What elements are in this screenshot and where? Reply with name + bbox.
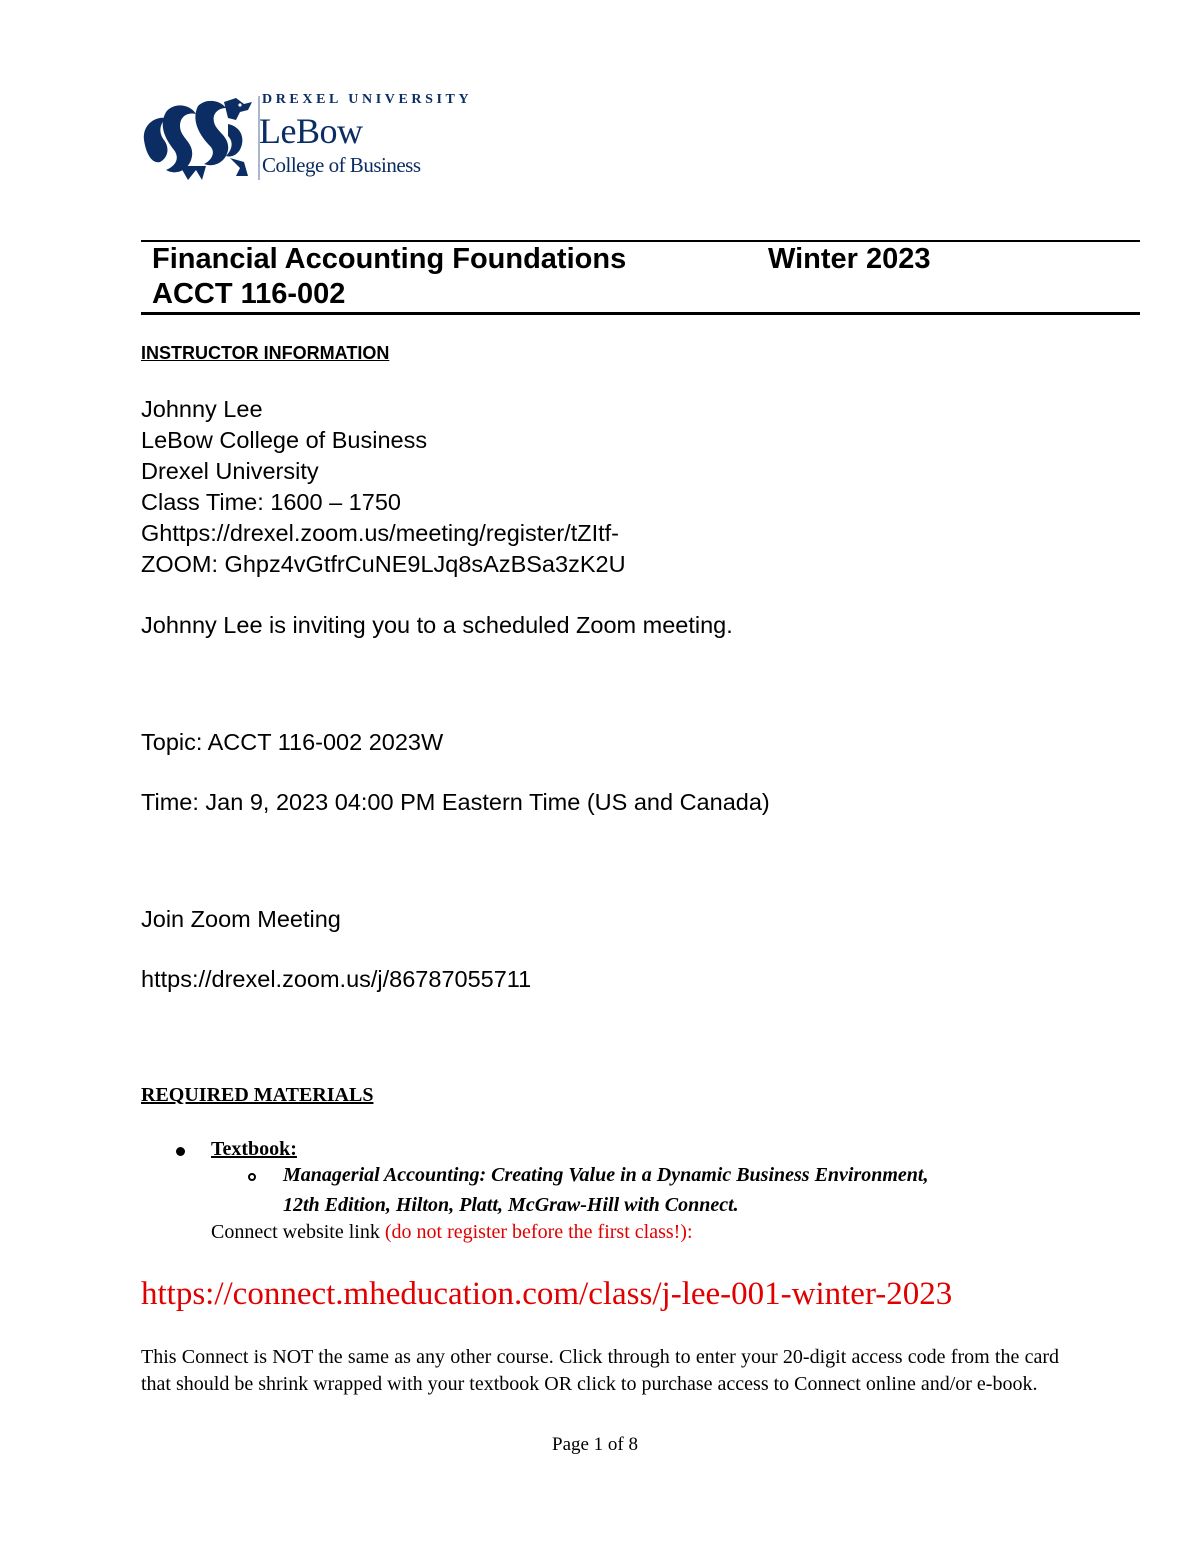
connect-link-line — [211, 1221, 693, 1244]
connect-warning: (do not register before the first class!): — [384, 1221, 693, 1243]
course-term: Winter 2023 — [768, 243, 931, 275]
connect-instructions: This Connect is NOT the same as any other course. Click through to enter your 20-digit access code from the card that should be shrink wrapped with your textbook OR click to purchase access to Connect online and/or e-book. — [141, 1346, 1059, 1395]
class-time: Class Time: 1600 – 1750 — [141, 489, 401, 515]
logo-name: LeBow — [259, 111, 363, 151]
header-bottom-rule — [141, 312, 1140, 315]
instructor-section-title: INSTRUCTOR INFORMATION — [141, 343, 390, 363]
zoom-invite-text: Johnny Lee is inviting you to a scheduled Zoom meeting. — [141, 612, 733, 638]
instructor-university: Drexel University — [141, 458, 319, 484]
header-top-rule — [141, 240, 1140, 242]
book-title-line-2: 12th Edition, Hilton, Platt, McGraw-Hill with Connect. — [283, 1194, 739, 1216]
zoom-register-link[interactable]: Ghttps://drexel.zoom.us/meeting/register/tZItf- — [141, 520, 620, 546]
logo-university: DREXEL UNIVERSITY — [262, 92, 473, 107]
connect-link-label: Connect website link — [211, 1221, 385, 1243]
bullet-icon — [176, 1147, 185, 1156]
textbook-label: Textbook: — [211, 1138, 297, 1160]
dragon-icon — [140, 96, 256, 182]
zoom-register-code: ZOOM: Ghpz4vGtfrCuNE9LJq8sAzBSa3zK2U — [141, 551, 626, 577]
zoom-topic: Topic: ACCT 116-002 2023W — [141, 729, 444, 755]
course-title: Financial Accounting Foundations — [152, 243, 627, 275]
instructor-college: LeBow College of Business — [141, 427, 428, 453]
logo-college: College of Business — [262, 153, 421, 177]
materials-section-title: REQUIRED MATERIALS — [141, 1084, 374, 1106]
join-zoom-label: Join Zoom Meeting — [141, 906, 341, 932]
join-zoom-link[interactable]: https://drexel.zoom.us/j/86787055711 — [141, 966, 532, 992]
book-title-line-1: Managerial Accounting: Creating Value in a Dynamic Business Environment, — [283, 1164, 929, 1186]
zoom-time: Time: Jan 9, 2023 04:00 PM Eastern Time (US and Canada) — [141, 789, 770, 815]
connect-url-link[interactable]: https://connect.mheducation.com/class/j-lee-001-winter-2023 — [141, 1276, 953, 1312]
instructor-name: Johnny Lee — [141, 396, 263, 422]
sub-bullet-icon — [248, 1173, 256, 1181]
page-number: Page 1 of 8 — [552, 1434, 639, 1455]
course-code: ACCT 116-002 — [152, 278, 346, 310]
